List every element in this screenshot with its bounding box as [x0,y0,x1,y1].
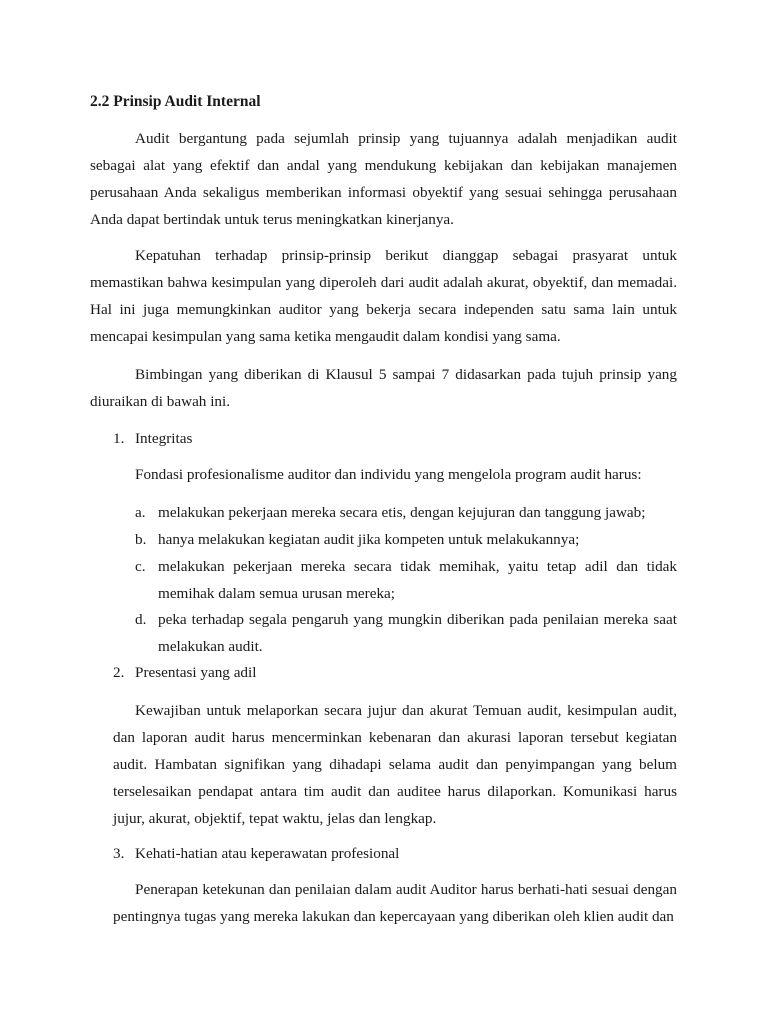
intro-paragraph-2: Kepatuhan terhadap prinsip-prinsip berikut dianggap sebagai prasyarat untuk memastikan bahwa kesimpulan yang diperoleh dari audit adalah akurat, obyektif, dan memadai. Hal ini juga memungkinkan auditor yang bekerja secara independen satu sama lain untuk mencapai kesimpulan yang sama ketika mengaudit dalam kondisi yang sama. [90,247,677,345]
principle-1-item-c [135,553,677,607]
principle-1-item-a [135,499,677,526]
principle-2-description: Kewajiban untuk melaporkan secara jujur dan akurat Temuan audit, kesimpulan audit, dan laporan audit harus mencerminkan kebenaran dan akurasi laporan tersebut kegiatan audit. Hambatan signifikan yang dihadapi selama audit dan penyimpangan yang belum terselesaikan pendapat antara tim audit dan auditee harus dilaporkan. Komunikasi harus jujur, akurat, objektif, tepat waktu, jelas dan lengkap. [113,702,677,827]
principle-3-label: Kehati-hatian atau keperawatan profesional [135,845,400,862]
principle-1-label: Integritas [135,430,193,447]
item-a-letter: a. [135,504,146,521]
item-b-letter: b. [135,531,147,548]
principle-1-description: Fondasi profesionalisme auditor dan individu yang mengelola program audit harus: [135,466,642,483]
item-c-letter: c. [135,558,146,575]
intro-paragraph-3: Bimbingan yang diberikan di Klausul 5 sampai 7 didasarkan pada tujuh prinsip yang diuraikan di bawah ini. [90,366,677,410]
item-b-text: hanya melakukan kegiatan audit jika kompeten untuk melakukannya; [158,531,580,548]
intro-paragraph-1: Audit bergantung pada sejumlah prinsip yang tujuannya adalah menjadikan audit sebagai alat yang efektif dan andal yang mendukung kebijakan dan kebijakan manajemen perusahaan Anda sekaligus memberikan informasi obyektif yang sesuai sehingga perusahaan Anda dapat bertindak untuk terus meningkatkan kinerjanya. [90,130,677,228]
principle-1-item-d [135,606,677,660]
principle-2-number: 2. [113,664,125,681]
item-c-text: melakukan pekerjaan mereka secara tidak memihak, yaitu tetap adil dan tidak memihak dalam semua urusan mereka; [158,558,677,602]
item-d-text: peka terhadap segala pengaruh yang mungkin diberikan pada penilaian mereka saat melakukan audit. [158,611,677,655]
item-a-text: melakukan pekerjaan mereka secara etis, dengan kejujuran dan tanggung jawab; [158,504,646,521]
principle-2-label: Presentasi yang adil [135,664,257,681]
section-heading: 2.2 Prinsip Audit Internal [90,93,261,110]
principle-3-number: 3. [113,845,125,862]
principle-1-number: 1. [113,430,125,447]
item-d-letter: d. [135,611,147,628]
principle-3-description: Penerapan ketekunan dan penilaian dalam audit Auditor harus berhati-hati sesuai dengan pentingnya tugas yang mereka lakukan dan kepercayaan yang diberikan oleh klien audit dan [113,881,677,925]
principle-1-item-b [135,526,677,553]
